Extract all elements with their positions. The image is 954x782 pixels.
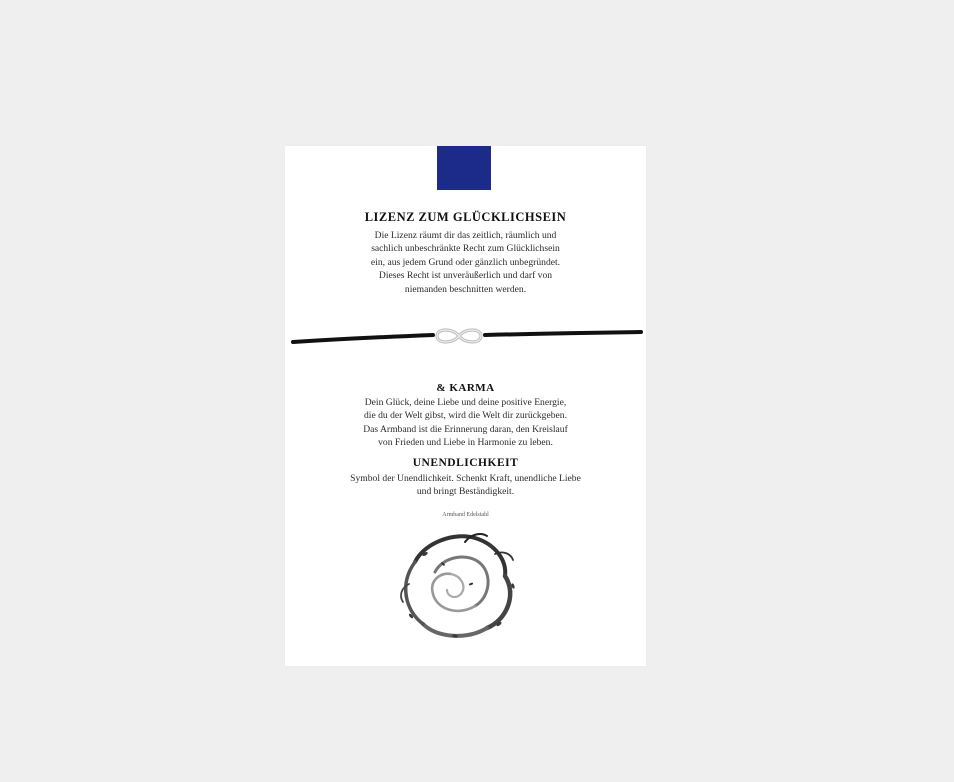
infinity-line: und bringt Beständigkeit. [416, 486, 515, 498]
infinity-line: Symbol der Unendlichkeit. Schenkt Kraft, unendliche Liebe [350, 473, 581, 484]
infinity-title: UNENDLICHKEIT [412, 457, 519, 469]
cord-right [485, 332, 641, 335]
infinity-text [285, 472, 646, 499]
bracelet [285, 316, 646, 356]
rose-emblem-icon [395, 524, 525, 644]
intro-line: niemanden beschnitten werden. [404, 283, 527, 295]
infinity-charm-icon [437, 330, 481, 342]
karma-line: Dein Glück, deine Liebe und deine positive Energie, [364, 397, 567, 408]
intro-line: Die Lizenz räumt dir das zeitlich, räumlich und [374, 230, 557, 241]
karma-line: Das Armband ist die Erinnerung daran, den Kreislauf [363, 423, 568, 435]
intro-line: Dieses Recht ist unveräußerlich und darf von [378, 270, 553, 282]
karma-text [285, 396, 646, 450]
cord-left [293, 335, 433, 342]
material-note: Armband Edelstahl [442, 512, 489, 518]
karma-title: & KARMA [436, 382, 495, 394]
karma-line: die du der Welt gibst, wird die Welt dir zurückgeben. [364, 410, 567, 422]
intro-text [285, 229, 646, 296]
intro-line: sachlich unbeschränkte Recht zum Glücklichsein [371, 243, 560, 255]
card-title: LIZENZ ZUM GLÜCKLICHSEIN [364, 210, 567, 224]
license-card [285, 146, 646, 666]
karma-line: von Frieden und Liebe in Harmonie zu leben. [378, 437, 553, 449]
intro-line: ein, aus jedem Grund oder gänzlich unbegründet. [370, 256, 561, 268]
blue-tab [437, 146, 491, 190]
